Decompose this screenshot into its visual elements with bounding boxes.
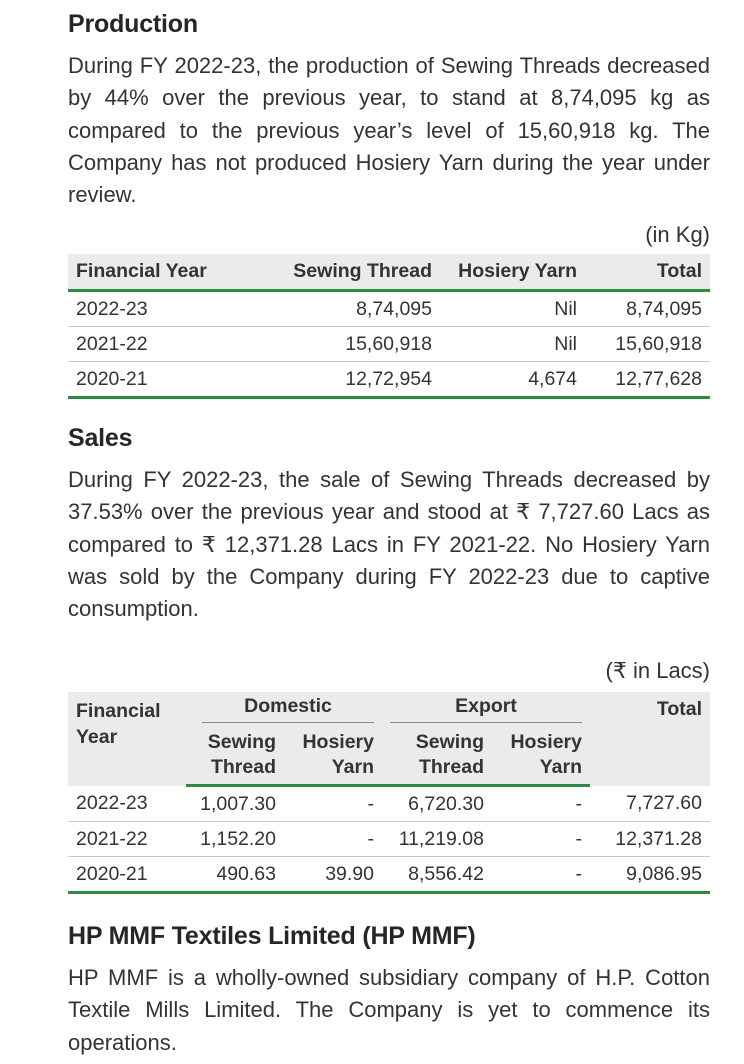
cell-total: 8,74,095 [585, 291, 710, 327]
production-table [68, 254, 710, 399]
col-domestic-sewing-line2: Thread [210, 756, 276, 778]
production-paragraph: During FY 2022-23, the production of Sewing Threads decreased by 44% over the previous year, to stand at 8,74,095 kg as compared to the previous year’s level of 15,60,918 kg. The Company has not produced Hosiery Yarn during the year under review. [68, 53, 710, 208]
cell-domestic-hosiery: 39.90 [284, 857, 382, 893]
col-domestic-hosiery [284, 726, 382, 786]
cell-total: 7,727.60 [590, 786, 710, 822]
col-export-sewing [382, 726, 492, 786]
col-total: Total [590, 692, 710, 786]
col-export-sewing-line2: Thread [418, 756, 484, 778]
table-row [68, 857, 710, 893]
cell-year: 2022-23 [68, 786, 186, 822]
cell-export-sewing: 11,219.08 [382, 822, 492, 857]
cell-year: 2021-22 [68, 327, 268, 362]
hpmmf-paragraph: HP MMF is a wholly-owned subsidiary company of H.P. Cotton Textile Mills Limited. The Company is yet to commence its operations. [68, 965, 710, 1055]
production-header-row [68, 254, 710, 291]
col-export [382, 692, 590, 726]
cell-sewing: 15,60,918 [268, 327, 440, 362]
col-domestic [186, 692, 382, 726]
cell-year: 2022-23 [68, 291, 268, 327]
col-financial-year: Financial Year [68, 254, 268, 291]
hpmmf-heading: HP MMF Textiles Limited (HP MMF) [68, 922, 476, 950]
col-export-label: Export [390, 695, 582, 723]
cell-hosiery: Nil [440, 291, 585, 327]
sales-unit: (₹ in Lacs) [605, 658, 710, 683]
cell-domestic-sewing: 490.63 [186, 857, 284, 893]
col-sewing-thread: Sewing Thread [268, 254, 440, 291]
col-financial-year-line1: Financial [76, 700, 161, 722]
cell-sewing: 8,74,095 [268, 291, 440, 327]
cell-year: 2021-22 [68, 822, 186, 857]
table-row [68, 291, 710, 327]
cell-total: 9,086.95 [590, 857, 710, 893]
cell-hosiery: Nil [440, 327, 585, 362]
cell-export-sewing: 6,720.30 [382, 786, 492, 822]
col-total: Total [585, 254, 710, 291]
sales-header-row-1 [68, 692, 710, 726]
cell-sewing: 12,72,954 [268, 362, 440, 398]
cell-domestic-sewing: 1,007.30 [186, 786, 284, 822]
cell-total: 12,77,628 [585, 362, 710, 398]
cell-export-hosiery: - [492, 786, 590, 822]
cell-year: 2020-21 [68, 857, 186, 893]
cell-domestic-hosiery: - [284, 786, 382, 822]
sales-paragraph: During FY 2022-23, the sale of Sewing Threads decreased by 37.53% over the previous year and stood at ₹ 7,727.60 Lacs as compared to ₹ 12,371.28 Lacs in FY 2021-22. No Hosiery Yarn was sold by the Company during FY 2022-23 due to captive consumption. [68, 467, 710, 622]
col-domestic-label: Domestic [202, 695, 374, 723]
cell-export-hosiery: - [492, 822, 590, 857]
col-export-sewing-line1: Sewing [415, 731, 484, 753]
col-hosiery-yarn: Hosiery Yarn [440, 254, 585, 291]
sales-heading: Sales [68, 424, 133, 452]
cell-export-hosiery: - [492, 857, 590, 893]
table-row [68, 822, 710, 857]
col-export-hosiery [492, 726, 590, 786]
col-domestic-hosiery-line2: Yarn [331, 756, 374, 778]
col-export-hosiery-line1: Hosiery [510, 731, 582, 753]
cell-hosiery: 4,674 [440, 362, 585, 398]
sales-table [68, 692, 710, 894]
col-financial-year [68, 692, 186, 786]
cell-domestic-sewing: 1,152.20 [186, 822, 284, 857]
col-domestic-sewing-line1: Sewing [207, 731, 276, 753]
production-unit: (in Kg) [645, 222, 710, 247]
cell-export-sewing: 8,556.42 [382, 857, 492, 893]
col-financial-year-line2: Year [76, 726, 118, 748]
table-row [68, 362, 710, 398]
table-row [68, 327, 710, 362]
col-domestic-hosiery-line1: Hosiery [302, 731, 374, 753]
col-export-hosiery-line2: Yarn [539, 756, 582, 778]
table-row [68, 786, 710, 822]
col-domestic-sewing [186, 726, 284, 786]
production-heading: Production [68, 10, 198, 38]
cell-total: 15,60,918 [585, 327, 710, 362]
cell-year: 2020-21 [68, 362, 268, 398]
cell-domestic-hosiery: - [284, 822, 382, 857]
cell-total: 12,371.28 [590, 822, 710, 857]
